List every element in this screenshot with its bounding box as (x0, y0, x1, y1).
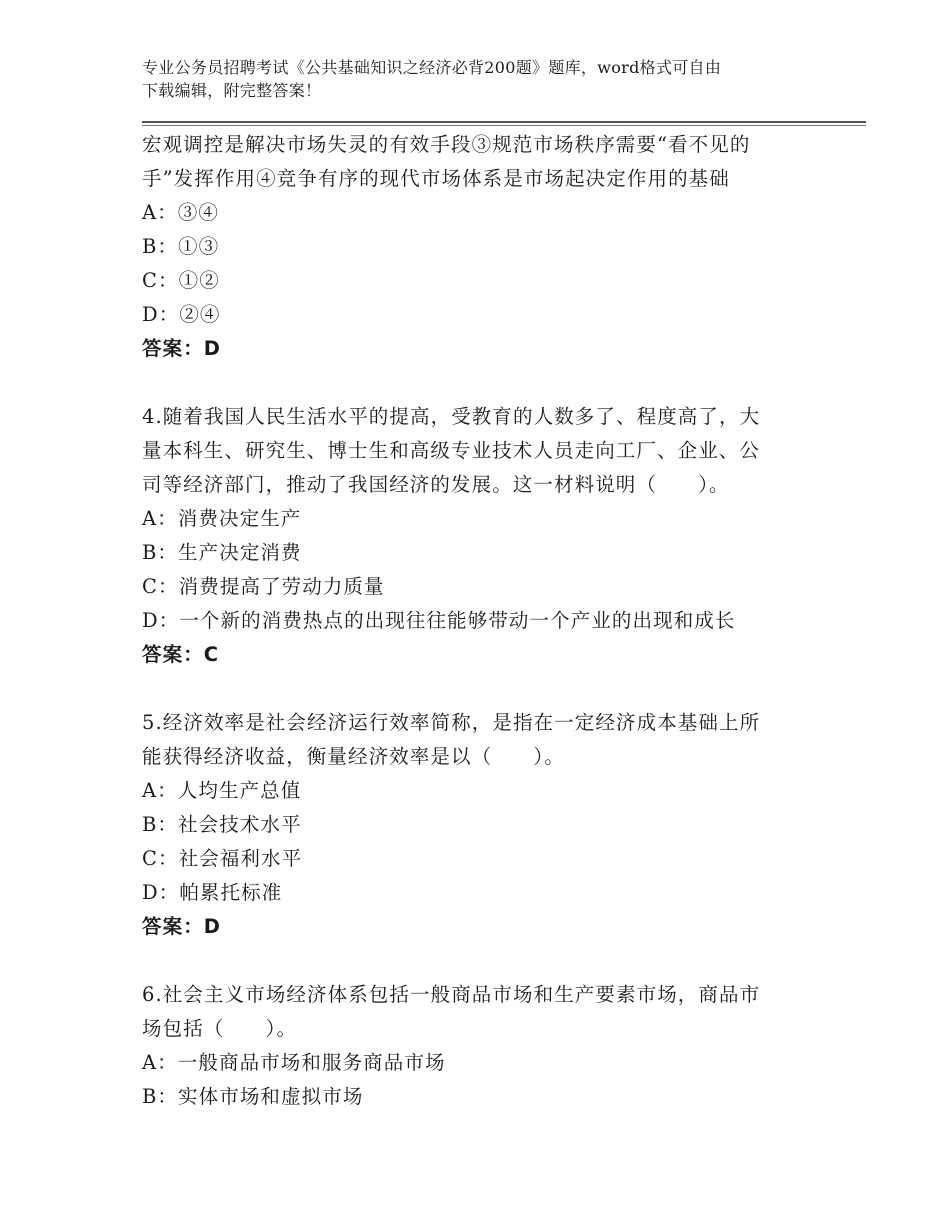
option-b: B：社会技术水平 (142, 813, 302, 836)
question-stem-line: 4.随着我国人民生活水平的提高，受教育的人数多了、程度高了，大 (142, 405, 761, 428)
option-d: D：一个新的消费热点的出现往往能够带动一个产业的出现和成长 (142, 609, 736, 632)
answer-line: 答案：D (142, 915, 222, 938)
answer-line: 答案：C (142, 643, 220, 666)
option-a: A：③④ (142, 201, 219, 224)
option-a: A：人均生产总值 (142, 779, 302, 802)
option-b: B：生产决定消费 (142, 541, 302, 564)
option-b: B：实体市场和虚拟市场 (142, 1085, 364, 1108)
question-stem-line: 能获得经济收益，衡量经济效率是以（ ）。 (142, 745, 565, 768)
option-c: C：社会福利水平 (142, 847, 303, 870)
answer-line: 答案：D (142, 337, 222, 360)
spacer (142, 366, 842, 400)
spacer (142, 672, 842, 706)
header-line-2: 下载编辑，附完整答案！ (142, 81, 322, 100)
spacer (142, 944, 842, 978)
question-stem-line: 量本科生、研究生、博士生和高级专业技术人员走向工厂、企业、公 (142, 439, 761, 462)
option-a: A：消费决定生产 (142, 507, 302, 530)
question-stem-line: 5.经济效率是社会经济运行效率简称，是指在一定经济成本基础上所 (142, 711, 761, 734)
question-4 (142, 400, 842, 672)
header-divider-thin (142, 125, 866, 126)
question-stem-line: 场包括（ ）。 (142, 1017, 298, 1040)
header-line-1: 专业公务员招聘考试《公共基础知识之经济必背200题》题库，word格式可自由 (142, 58, 722, 77)
option-c: C：消费提高了劳动力质量 (142, 575, 385, 598)
question-content (142, 128, 842, 1114)
document-header (142, 56, 822, 102)
option-c: C：①② (142, 269, 220, 292)
header-divider-thick (142, 121, 866, 123)
question-3 (142, 128, 842, 366)
question-6 (142, 978, 842, 1114)
question-stem-line: 宏观调控是解决市场失灵的有效手段③规范市场秩序需要“看不见的 (142, 133, 751, 156)
option-d: D：②④ (142, 303, 221, 326)
question-stem-line: 6.社会主义市场经济体系包括一般商品市场和生产要素市场，商品市 (142, 983, 761, 1006)
question-5 (142, 706, 842, 944)
question-stem-line: 手”发挥作用④竞争有序的现代市场体系是市场起决定作用的基础 (142, 167, 730, 190)
option-b: B：①③ (142, 235, 220, 258)
question-stem-line: 司等经济部门，推动了我国经济的发展。这一材料说明（ ）。 (142, 473, 730, 496)
option-d: D：帕累托标准 (142, 881, 283, 904)
option-a: A：一般商品市场和服务商品市场 (142, 1051, 446, 1074)
